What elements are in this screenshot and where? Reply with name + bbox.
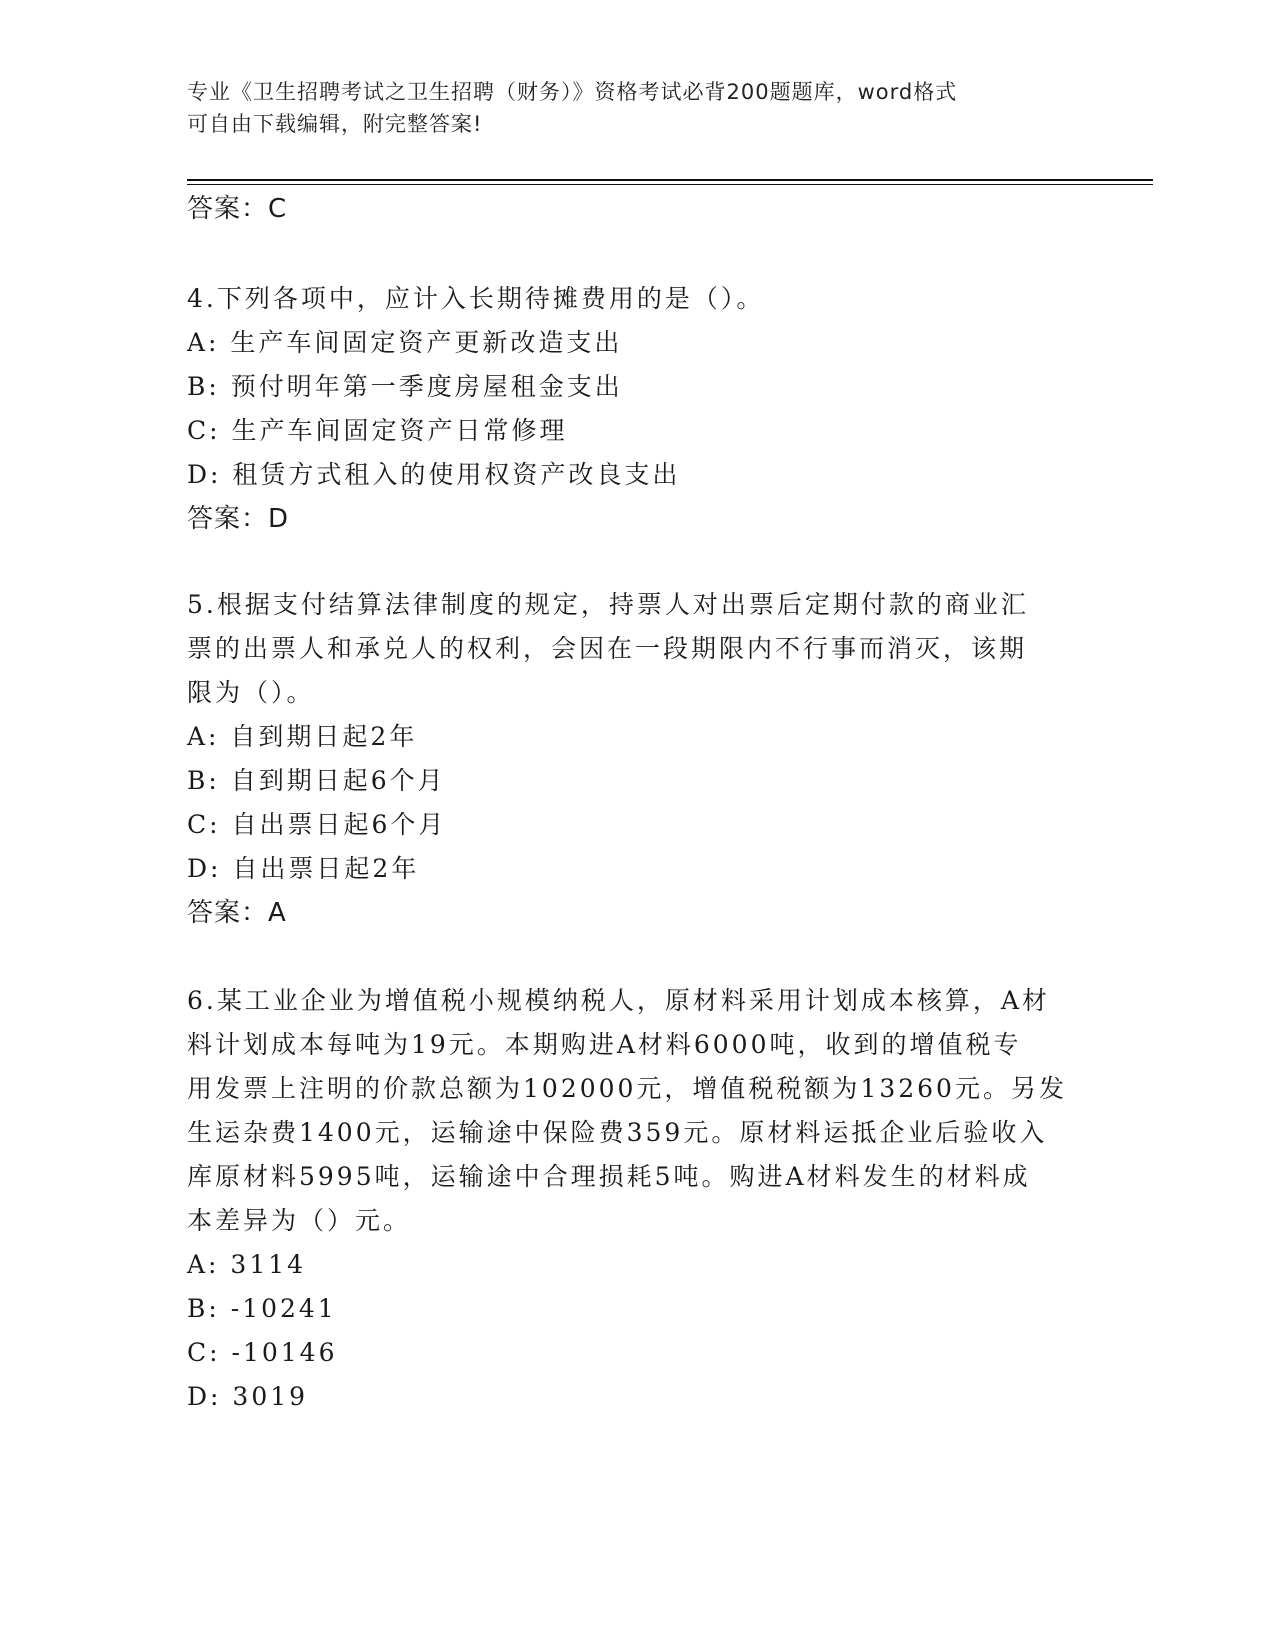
header-divider-thick bbox=[187, 179, 1153, 181]
q5-option-d: D: 自出票日起2年 bbox=[187, 854, 420, 883]
q6-stem-line-2: 料计划成本每吨为19元。本期购进A材料6000吨，收到的增值税专 bbox=[187, 1030, 1022, 1059]
q5-stem-line-3: 限为（）。 bbox=[187, 678, 315, 707]
q6-option-d: D: 3019 bbox=[187, 1382, 309, 1411]
q6-option-c: C: -10146 bbox=[187, 1338, 338, 1367]
q5-answer: 答案：A bbox=[187, 898, 287, 928]
q6-option-a: A: 3114 bbox=[187, 1250, 307, 1279]
q6-stem-line-5: 库原材料5995吨，运输途中合理损耗5吨。购进A材料发生的材料成 bbox=[187, 1162, 1031, 1191]
header-divider-thin bbox=[187, 184, 1153, 185]
previous-answer: 答案：C bbox=[187, 194, 288, 224]
document-header bbox=[187, 76, 1067, 140]
q6-stem-line-3: 用发票上注明的价款总额为102000元，增值税税额为13260元。另发 bbox=[187, 1074, 1067, 1103]
q6-stem-line-1: 6.某工业企业为增值税小规模纳税人，原材料采用计划成本核算，A材 bbox=[187, 986, 1050, 1015]
q6-stem-line-4: 生运杂费1400元，运输途中保险费359元。原材料运抵企业后验收入 bbox=[187, 1118, 1048, 1147]
q5-option-a: A: 自到期日起2年 bbox=[187, 722, 418, 751]
q4-option-a: A: 生产车间固定资产更新改造支出 bbox=[187, 328, 623, 357]
header-line-1: 专业《卫生招聘考试之卫生招聘（财务）》资格考试必背200题题库，word格式 bbox=[187, 80, 958, 104]
q5-option-c: C: 自出票日起6个月 bbox=[187, 810, 447, 839]
q5-stem-line-1: 5.根据支付结算法律制度的规定，持票人对出票后定期付款的商业汇 bbox=[187, 590, 1029, 619]
q4-option-b: B: 预付明年第一季度房屋租金支出 bbox=[187, 372, 623, 401]
q4-option-d: D: 租赁方式租入的使用权资产改良支出 bbox=[187, 460, 681, 489]
q4-option-c: C: 生产车间固定资产日常修理 bbox=[187, 416, 568, 445]
q5-option-b: B: 自到期日起6个月 bbox=[187, 766, 446, 795]
q5-stem-line-2: 票的出票人和承兑人的权利，会因在一段期限内不行事而消灭，该期 bbox=[187, 634, 1028, 663]
q6-stem-line-6: 本差异为（）元。 bbox=[187, 1206, 412, 1235]
q4-stem: 4.下列各项中，应计入长期待摊费用的是（）。 bbox=[187, 284, 765, 313]
q6-option-b: B: -10241 bbox=[187, 1294, 337, 1323]
q4-answer: 答案：D bbox=[187, 504, 290, 534]
header-line-2: 可自由下载编辑，附完整答案! bbox=[187, 112, 483, 136]
